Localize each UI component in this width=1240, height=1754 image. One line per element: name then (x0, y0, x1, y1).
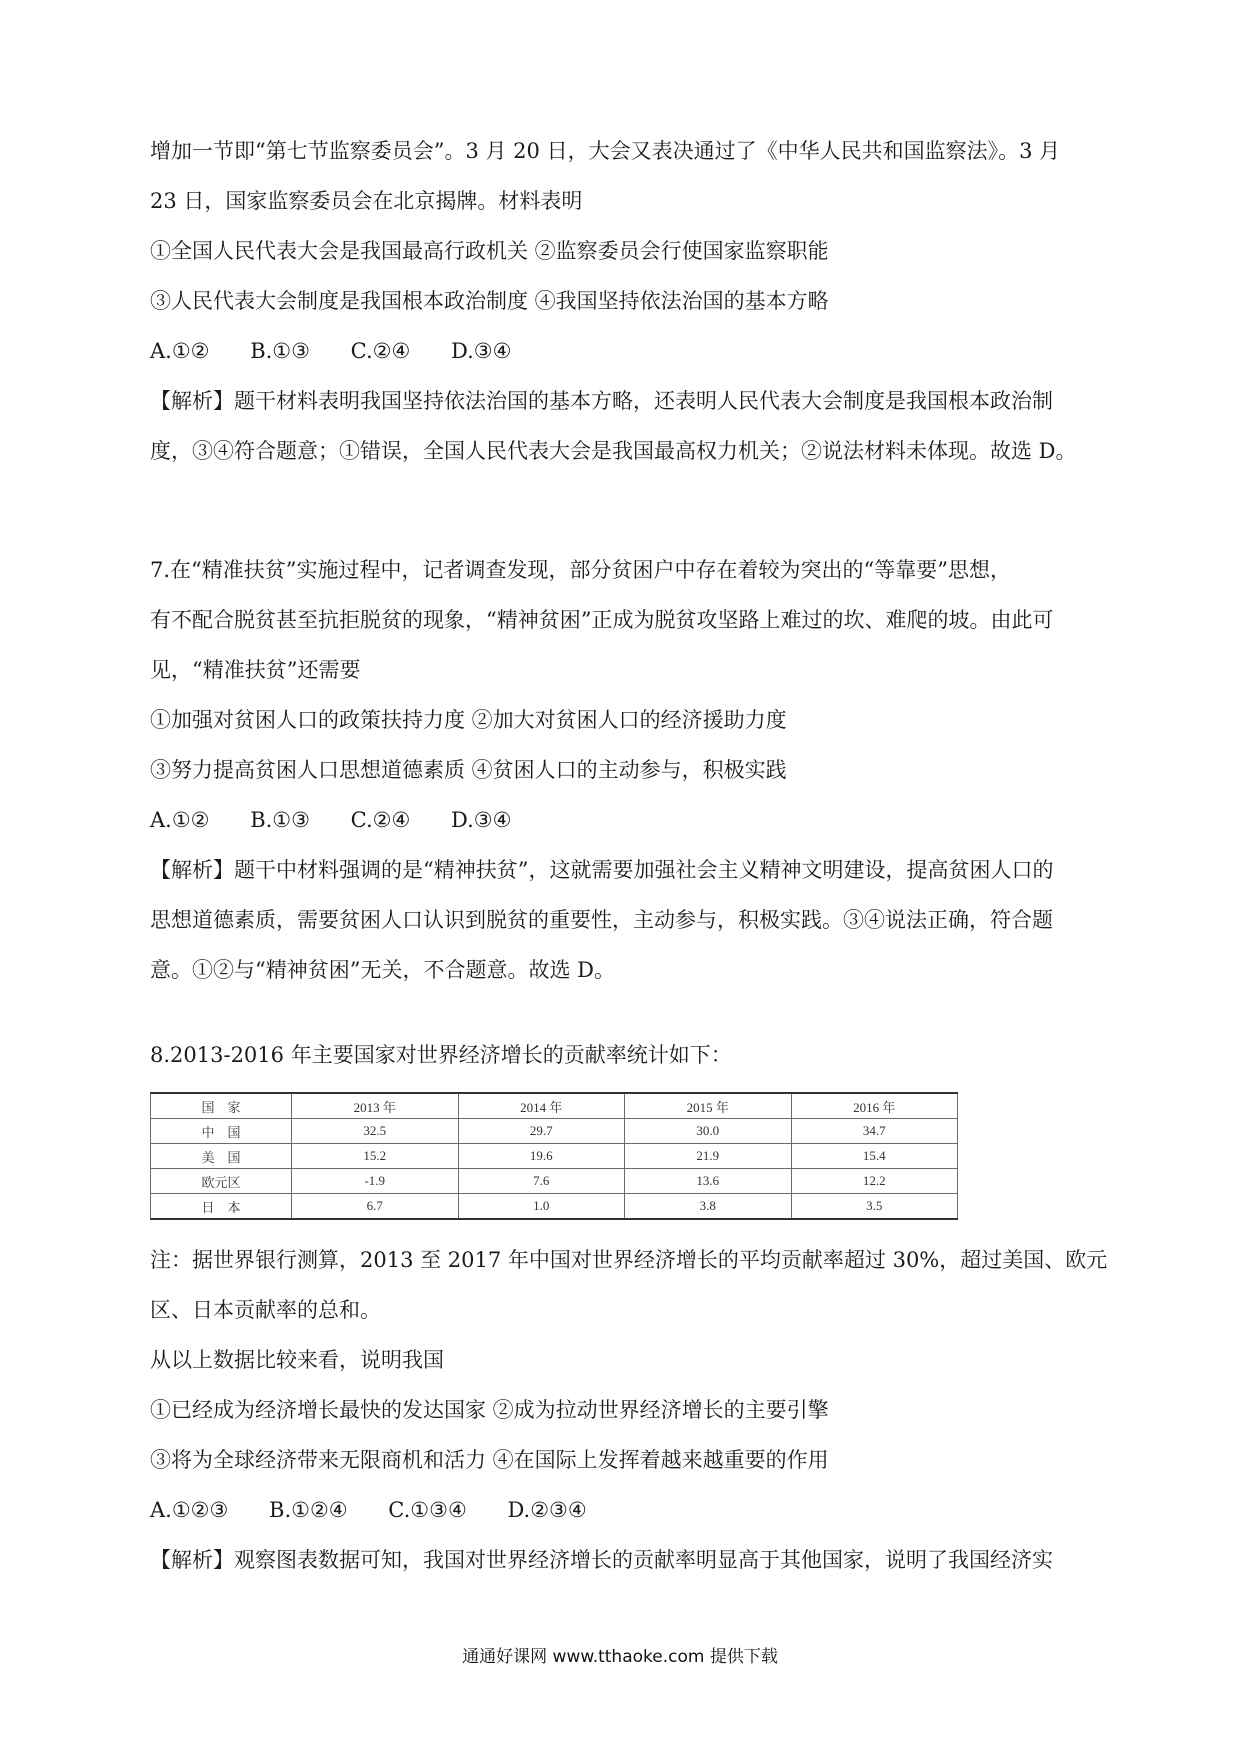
q6-option-d: D.③④ (450, 339, 512, 363)
table-cell: 29.7 (458, 1119, 625, 1144)
table-cell: 7.6 (458, 1169, 625, 1194)
table-cell: 3.5 (791, 1194, 958, 1220)
table-cell: 日 本 (151, 1194, 292, 1220)
q8-option-c: C.①③④ (388, 1498, 467, 1522)
q7-option-b: B.①③ (250, 808, 310, 832)
table-cell: 19.6 (458, 1144, 625, 1169)
table-cell: 34.7 (791, 1119, 958, 1144)
q6-statement: ③人民代表大会制度是我国根本政治制度 ④我国坚持依法治国的基本方略 (150, 289, 829, 313)
table-header-cell: 2013 年 (292, 1093, 459, 1119)
q8-analysis: 【解析】观察图表数据可知，我国对世界经济增长的贡献率明显高于其他国家，说明了我国经济实 (150, 1548, 1053, 1572)
question-6 (150, 126, 1095, 476)
q6-options (150, 326, 1095, 376)
table-cell: 3.8 (625, 1194, 792, 1220)
table-cell: -1.9 (292, 1169, 459, 1194)
table-row (151, 1119, 958, 1144)
q6-analysis: 度，③④符合题意；①错误，全国人民代表大会是我国最高权力机关；②说法材料未体现。故选 D。 (150, 439, 1077, 463)
table-cell: 1.0 (458, 1194, 625, 1220)
table-cell: 15.2 (292, 1144, 459, 1169)
q7-option-c: C.②④ (350, 808, 411, 832)
question-8-body (150, 1235, 1108, 1585)
q8-note: 区、日本贡献率的总和。 (150, 1298, 381, 1322)
table-cell: 美 国 (151, 1144, 292, 1169)
q7-analysis: 意。①②与“精神贫困”无关，不合题意。故选 D。 (150, 958, 615, 982)
q8-prompt: 从以上数据比较来看，说明我国 (150, 1348, 444, 1372)
question-8-stem (150, 1030, 1095, 1080)
table-header-cell: 国 家 (151, 1093, 292, 1119)
q7-analysis: 【解析】题干中材料强调的是“精神扶贫”，这就需要加强社会主义精神文明建设，提高贫困人口的 (150, 858, 1054, 882)
q8-option-a: A.①②③ (150, 1498, 229, 1522)
q7-stem: 7.在“精准扶贫”实施过程中，记者调查发现，部分贫困户中存在着较为突出的“等靠要”思想， (150, 558, 1011, 582)
q6-analysis: 【解析】题干材料表明我国坚持依法治国的基本方略，还表明人民代表大会制度是我国根本政治制 (150, 389, 1053, 413)
table-cell: 6.7 (292, 1194, 459, 1220)
q6-option-b: B.①③ (250, 339, 310, 363)
table-cell: 30.0 (625, 1119, 792, 1144)
q8-note: 注：据世界银行测算，2013 至 2017 年中国对世界经济增长的平均贡献率超过 30%，超过美国、欧元 (150, 1248, 1108, 1272)
table-header-cell: 2014 年 (458, 1093, 625, 1119)
q6-line: 23 日，国家监察委员会在北京揭牌。材料表明 (150, 189, 583, 213)
contribution-table (150, 1092, 958, 1220)
table-cell: 15.4 (791, 1144, 958, 1169)
q6-option-c: C.②④ (350, 339, 411, 363)
q6-line: 增加一节即“第七节监察委员会”。3 月 20 日，大会又表决通过了《中华人民共和国监察法》。3 月 (150, 139, 1061, 163)
table-header-cell: 2016 年 (791, 1093, 958, 1119)
q8-stem: 8.2013-2016 年主要国家对世界经济增长的贡献率统计如下： (150, 1043, 732, 1067)
q8-statement: ③将为全球经济带来无限商机和活力 ④在国际上发挥着越来越重要的作用 (150, 1448, 829, 1472)
q8-option-d: D.②③④ (507, 1498, 587, 1522)
q7-stem: 有不配合脱贫甚至抗拒脱贫的现象，“精神贫困”正成为脱贫攻坚路上难过的坎、难爬的坡。由此可 (150, 608, 1054, 632)
table-cell: 13.6 (625, 1169, 792, 1194)
q7-analysis: 思想道德素质，需要贫困人口认识到脱贫的重要性，主动参与，积极实践。③④说法正确，符合题 (150, 908, 1053, 932)
q8-option-b: B.①②④ (269, 1498, 348, 1522)
table-row (151, 1169, 958, 1194)
q7-option-d: D.③④ (450, 808, 512, 832)
q7-options (150, 795, 1095, 845)
table-cell: 32.5 (292, 1119, 459, 1144)
table-header-row (151, 1093, 958, 1119)
q7-stem: 见，“精准扶贫”还需要 (150, 658, 361, 682)
q7-statement: ①加强对贫困人口的政策扶持力度 ②加大对贫困人口的经济援助力度 (150, 708, 787, 732)
question-7 (150, 545, 1095, 995)
page-footer: 通通好课网 www.tthaoke.com 提供下载 (462, 1647, 778, 1667)
table-cell: 12.2 (791, 1169, 958, 1194)
table-cell: 欧元区 (151, 1169, 292, 1194)
q6-option-a: A.①② (150, 339, 210, 363)
q8-options (150, 1485, 1095, 1535)
q7-option-a: A.①② (150, 808, 210, 832)
table-cell: 21.9 (625, 1144, 792, 1169)
q6-statement: ①全国人民代表大会是我国最高行政机关 ②监察委员会行使国家监察职能 (150, 239, 829, 263)
table-cell: 中 国 (151, 1119, 292, 1144)
table-row (151, 1194, 958, 1220)
table-header-cell: 2015 年 (625, 1093, 792, 1119)
q8-statement: ①已经成为经济增长最快的发达国家 ②成为拉动世界经济增长的主要引擎 (150, 1398, 829, 1422)
table-row (151, 1144, 958, 1169)
q7-statement: ③努力提高贫困人口思想道德素质 ④贫困人口的主动参与，积极实践 (150, 758, 787, 782)
